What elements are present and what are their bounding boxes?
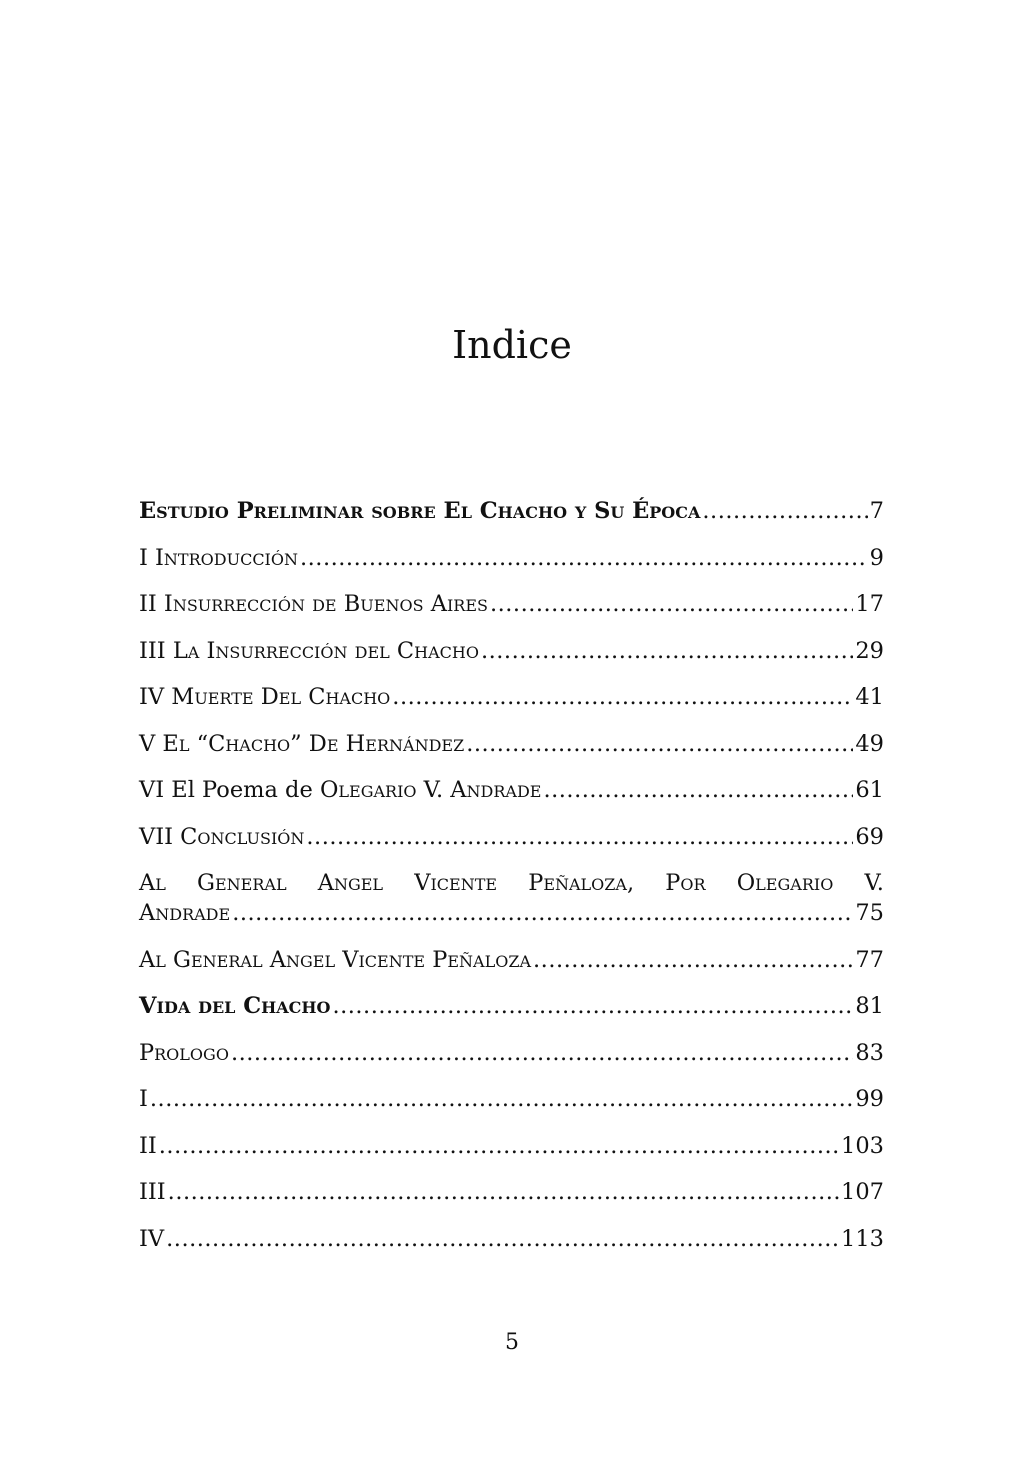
toc-entry-estudio-preliminar[interactable] <box>139 496 884 526</box>
dot-leader <box>159 1131 839 1161</box>
toc-entry-page: 75 <box>855 900 884 926</box>
label-word: Angel <box>317 870 384 896</box>
toc-entry-page: 81 <box>855 993 884 1019</box>
toc-entry-al-general-por-andrade[interactable] <box>139 868 884 928</box>
dot-leader <box>702 496 867 526</box>
toc-entry-label-group <box>139 775 541 805</box>
table-of-contents <box>139 496 884 1270</box>
toc-entry-label: III La Insurrección del Chacho <box>139 637 479 664</box>
dot-leader <box>306 822 853 852</box>
dot-leader <box>150 1084 853 1114</box>
toc-entry-insurreccion-buenos-aires[interactable] <box>139 589 884 619</box>
toc-entry-label: Andrade <box>139 900 231 926</box>
label-word: Peñaloza, <box>528 870 635 896</box>
toc-entry-label: Al General Angel Vicente Peñaloza <box>139 946 532 973</box>
toc-entry-chapter-ii[interactable] <box>139 1131 884 1161</box>
dot-leader <box>466 729 853 759</box>
toc-entry-label: Prologo <box>139 1039 229 1066</box>
toc-entry-label: V El “Chacho” De Hernández <box>139 730 465 757</box>
toc-entry-vida-chacho[interactable] <box>139 991 884 1021</box>
dot-leader <box>481 636 853 666</box>
dot-leader <box>300 543 868 573</box>
toc-entry-label-prefix: VI El Poema de <box>139 777 313 803</box>
toc-entry-prologo[interactable] <box>139 1038 884 1068</box>
toc-entry-label: Olegario V. Andrade <box>319 777 542 803</box>
toc-entry-page: 77 <box>855 946 884 973</box>
toc-entry-page: 49 <box>855 730 884 757</box>
label-word: Vicente <box>414 870 498 896</box>
toc-entry-chacho-hernandez[interactable] <box>139 729 884 759</box>
toc-entry-label: II <box>139 1132 157 1159</box>
toc-entry-label: Estudio Preliminar sobre El Chacho y Su Época <box>139 498 701 524</box>
toc-entry-page: 83 <box>855 1039 884 1066</box>
toc-entry-label: IV Muerte Del Chacho <box>139 684 391 710</box>
page-number: 5 <box>505 1330 519 1355</box>
toc-entry-muerte-chacho[interactable] <box>139 682 884 712</box>
toc-entry-label: III <box>139 1179 166 1205</box>
label-word: Por <box>665 870 706 896</box>
toc-entry-introduccion[interactable] <box>139 543 884 573</box>
label-word: Al <box>139 870 166 896</box>
toc-entry-label: IV <box>139 1225 165 1252</box>
toc-entry-page: 113 <box>841 1225 884 1252</box>
toc-entry-page: 61 <box>855 777 884 803</box>
dot-leader <box>392 682 853 712</box>
toc-entry-chapter-i[interactable] <box>139 1084 884 1114</box>
toc-entry-label: Vida del Chacho <box>139 993 331 1019</box>
toc-entry-page: 107 <box>841 1179 884 1205</box>
label-word: Olegario <box>736 870 834 896</box>
toc-entry-label: I Introducción <box>139 544 298 571</box>
toc-entry-al-general-penaloza[interactable] <box>139 945 884 975</box>
label-word: General <box>197 870 287 896</box>
toc-entry-page: 17 <box>855 591 884 617</box>
toc-entry-label: II Insurrección de Buenos Aires <box>139 591 488 617</box>
dot-leader <box>490 589 853 619</box>
label-word: V. <box>864 870 884 896</box>
dot-leader <box>168 1177 839 1207</box>
toc-entry-page: 29 <box>855 637 884 664</box>
dot-leader <box>231 1038 853 1068</box>
toc-entry-label: I <box>139 1086 148 1112</box>
toc-entry-page: 69 <box>855 823 884 850</box>
dot-leader <box>332 991 853 1021</box>
toc-entry-page: 103 <box>841 1132 884 1159</box>
page-title: Indice <box>452 323 572 367</box>
toc-entry-label-line1 <box>139 868 884 898</box>
toc-entry-page: 99 <box>855 1086 884 1112</box>
toc-entry-chapter-iv[interactable] <box>139 1224 884 1254</box>
toc-entry-chapter-iii[interactable] <box>139 1177 884 1207</box>
toc-entry-insurreccion-chacho[interactable] <box>139 636 884 666</box>
dot-leader <box>533 945 853 975</box>
toc-entry-poema-andrade[interactable] <box>139 775 884 805</box>
toc-entry-page: 9 <box>869 544 884 571</box>
dot-leader <box>166 1224 839 1254</box>
dot-leader <box>543 775 853 805</box>
toc-entry-label: VII Conclusión <box>139 823 305 850</box>
toc-entry-page: 7 <box>869 498 884 524</box>
toc-entry-conclusion[interactable] <box>139 822 884 852</box>
dot-leader <box>232 898 853 928</box>
toc-entry-page: 41 <box>855 684 884 710</box>
